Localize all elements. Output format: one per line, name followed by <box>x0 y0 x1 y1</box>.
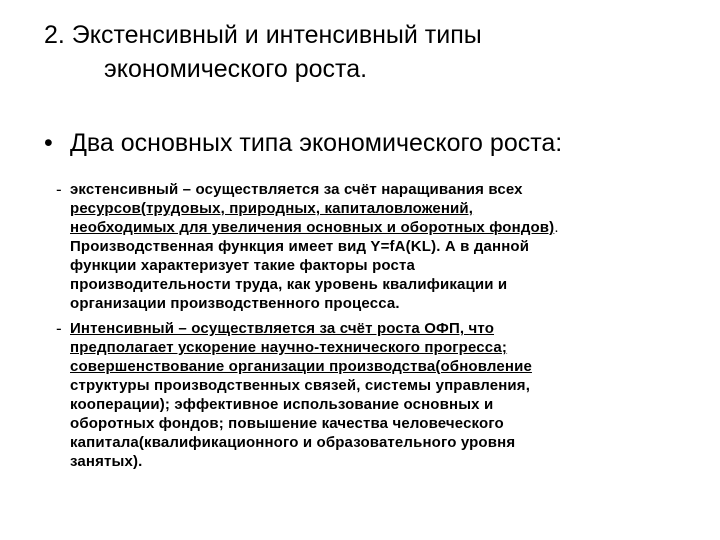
item-line: совершенствование организации производства(обновление <box>70 358 532 375</box>
intensive-growth-item <box>56 319 630 471</box>
extensive-growth-item <box>56 180 630 313</box>
item-line: Производственная функция имеет вид Y=fA(KL). А в данной <box>70 238 530 255</box>
slide-title <box>44 18 684 86</box>
item-line: экстенсивный – осуществляется за счёт наращивания всех <box>70 181 523 198</box>
bullet-text: Два основных типа экономического роста: <box>70 129 563 157</box>
item-line: Интенсивный – осуществляется за счёт роста ОФП, что <box>70 320 495 337</box>
bullet-marker: • <box>44 129 53 157</box>
item-line: капитала(квалификационного и образовательного уровня <box>70 434 516 451</box>
item-line: производительности труда, как уровень квалификации и <box>70 276 508 293</box>
item-line: функции характеризует такие факторы роста <box>70 257 415 274</box>
title-line-1: 2. Экстенсивный и интенсивный типы <box>44 21 482 49</box>
dash-marker: - <box>56 180 62 199</box>
item-line: ресурсов(трудовых, природных, капиталовложений, <box>70 200 474 217</box>
item-line: предполагает ускорение научно-технического прогресса; <box>70 339 508 356</box>
item-line: кооперации); эффективное использование основных и <box>70 396 494 413</box>
main-bullet <box>44 128 694 158</box>
item-line: оборотных фондов; повышение качества человеческого <box>70 415 504 432</box>
item-line: необходимых для увеличения основных и оборотных фондов) <box>70 219 555 236</box>
item-line-tail: . <box>554 219 559 236</box>
item-line: структуры производственных связей, системы управления, <box>70 377 531 394</box>
item-line: организации производственного процесса. <box>70 295 400 312</box>
title-line-2: экономического роста. <box>104 55 368 83</box>
dash-marker: - <box>56 319 62 338</box>
item-line: занятых). <box>70 453 143 470</box>
